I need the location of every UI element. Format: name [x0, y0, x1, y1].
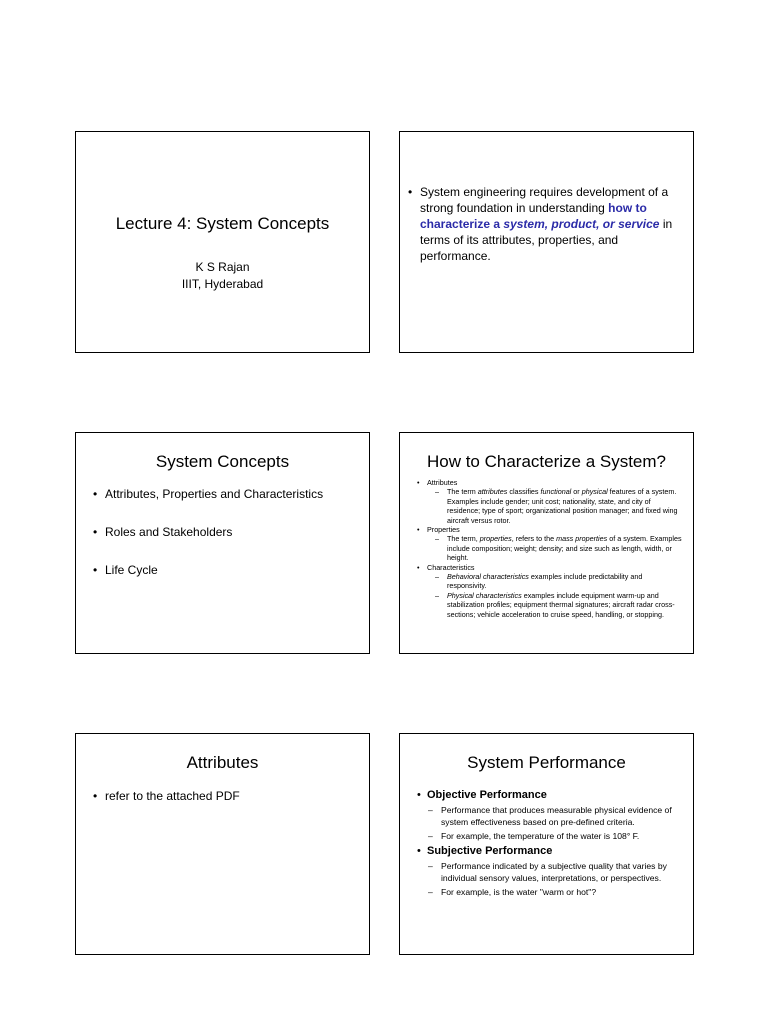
concept-list: [93, 487, 361, 601]
author-institution: IIIT, Hyderabad: [181, 277, 264, 291]
properties-heading: • Properties: [417, 525, 683, 534]
slide-title: Attributes: [186, 753, 259, 772]
intro-emphasis-italic: system, product, or service: [503, 217, 660, 231]
slide-4-characterize: [399, 432, 694, 654]
slide-title: System Performance: [467, 753, 626, 772]
characterize-content: [417, 478, 683, 619]
objective-heading: • Objective Performance: [417, 788, 683, 802]
slide-3-system-concepts: [75, 432, 370, 654]
attributes-list: [93, 789, 361, 827]
subjective-detail-1: – Performance indicated by a subjective quality that varies by individual sensory values, interpretations, or perspectives.: [417, 860, 683, 884]
behavioral-detail: – Behavioral characteristics examples include predictability and responsivity.: [427, 572, 683, 591]
subjective-detail-2: – For example, is the water "warm or hot"?: [417, 886, 683, 898]
properties-detail: – The term, properties, refers to the mass properties of a system. Examples include composition; weight; density; and size such as length, width, or height.: [427, 534, 683, 562]
objective-detail-1: – Performance that produces measurable physical evidence of system effectiveness based on pre-defined criteria.: [417, 804, 683, 828]
list-item: • Life Cycle: [93, 563, 361, 577]
list-item: • Roles and Stakeholders: [93, 525, 361, 539]
slide-1-title: [75, 131, 370, 353]
subjective-heading: • Subjective Performance: [417, 844, 683, 858]
list-item: • refer to the attached PDF: [93, 789, 361, 803]
slide-2-intro: [399, 131, 694, 353]
lecture-title: Lecture 4: System Concepts: [115, 214, 330, 233]
bullet-icon: •: [408, 185, 413, 199]
author-block: [76, 259, 369, 293]
slide-title: System Concepts: [155, 452, 290, 471]
intro-text-before: System engineering requires development of a strong foundation in understanding: [420, 185, 669, 215]
attributes-heading: • Attributes: [417, 478, 683, 487]
characteristics-heading: • Characteristics: [417, 563, 683, 572]
intro-paragraph: [408, 184, 679, 264]
slide-6-performance: [399, 733, 694, 955]
physical-detail: – Physical characteristics examples include equipment warm-up and stabilization profiles; equipment thermal signatures; aircraft radar cross-sections; vehicle acceleration to cruise speed, handling, or stopping.: [427, 591, 683, 619]
intro-emphasis-how: how to characterize a: [420, 201, 647, 231]
intro-text-after: in terms of its attributes, properties, and performance.: [420, 217, 673, 263]
list-item: • Attributes, Properties and Characteristics: [93, 487, 361, 501]
performance-content: [417, 788, 683, 900]
slide-5-attributes: [75, 733, 370, 955]
attributes-detail: – The term attributes classifies functional or physical features of a system. Examples include gender; unit cost; nationality, state, and city of residence; type of sport; organizational position manager; and fixed wing aircraft versus rotor.: [427, 487, 683, 525]
author-name: K S Rajan: [195, 260, 250, 274]
slide-title: How to Characterize a System?: [426, 452, 667, 471]
objective-detail-2: – For example, the temperature of the water is 108° F.: [417, 830, 683, 842]
